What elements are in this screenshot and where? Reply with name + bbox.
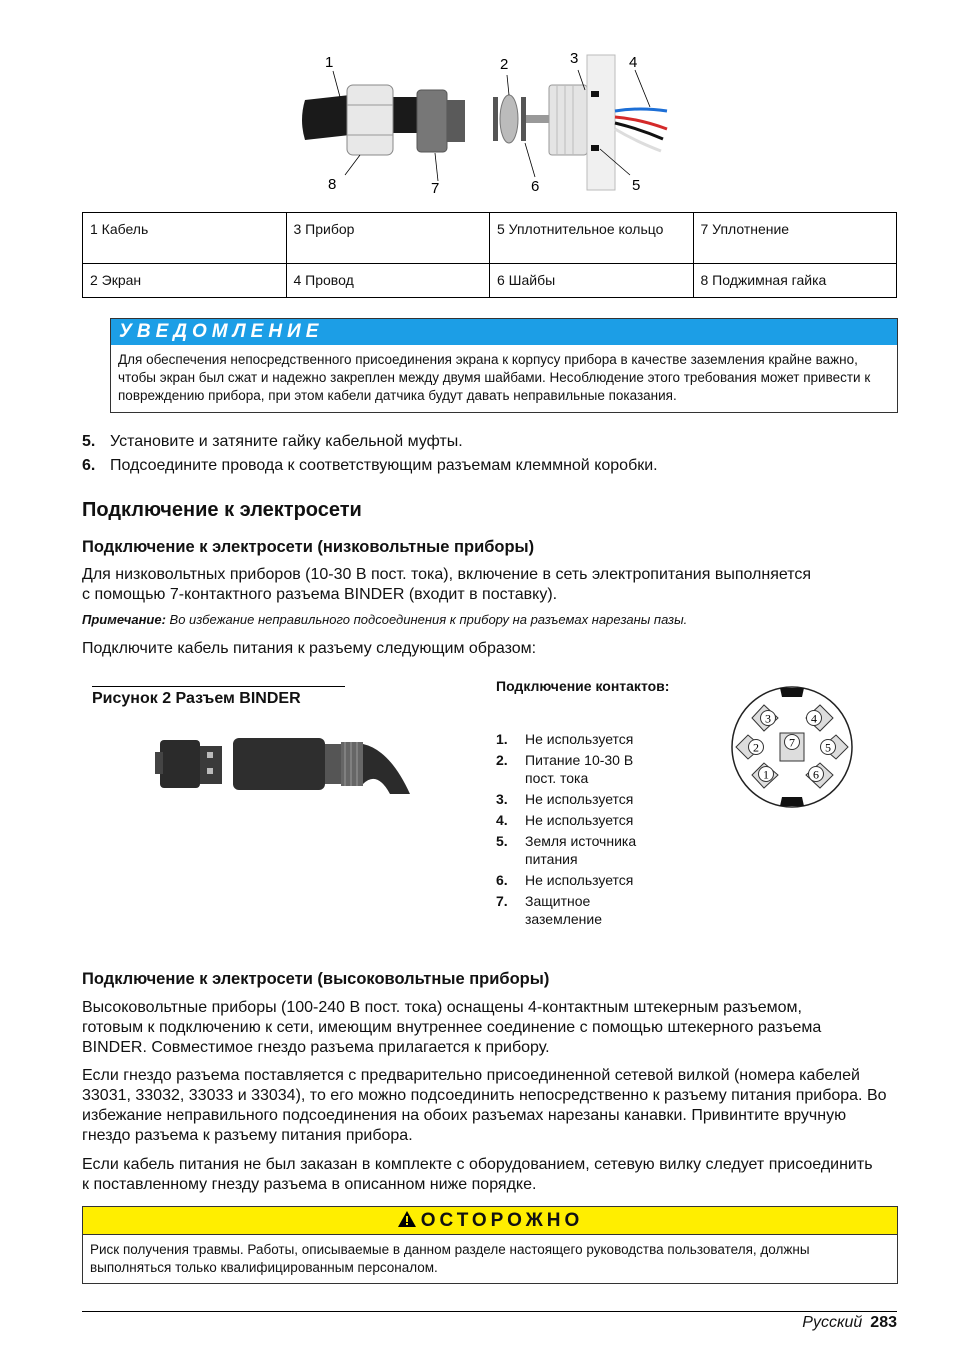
callout-4: 4 <box>629 54 638 71</box>
callout-8: 8 <box>328 176 337 193</box>
pin-text: Не используется <box>525 791 634 807</box>
pin-text: Защитное заземление <box>525 893 603 927</box>
list-item <box>496 892 666 928</box>
list-item <box>496 751 666 787</box>
gland-body <box>549 85 587 155</box>
note-label: Примечание: <box>82 612 166 627</box>
table-cell: 4 Провод <box>286 264 490 298</box>
footer-language: Русский <box>802 1314 863 1331</box>
table-cell: 6 Шайбы <box>490 264 694 298</box>
figure-caption: Рисунок 2 Разъем BINDER <box>92 686 345 708</box>
callout-5: 5 <box>632 177 641 194</box>
instrument-wall <box>587 55 615 190</box>
step-text: Подсоедините провода к соответствующим разъемам клеммной коробки. <box>110 457 658 474</box>
callout-1: 1 <box>325 54 334 71</box>
pin-3-label: 3 <box>765 711 771 726</box>
caution-text: Риск получения травмы. Работы, описываемые в данном разделе настоящего руководства пользователя, должны выполняться только квалифицированным персоналом. <box>90 1242 810 1275</box>
low-voltage-paragraph: Для низковольтных приборов (10-30 В пост. тока), включение в сеть электропитания выполняется с помощью 7-контактного разъема BINDER (входит в поставку). <box>82 566 812 603</box>
callout-7: 7 <box>431 180 440 197</box>
table-cell: 3 Прибор <box>286 213 490 264</box>
caution-header <box>83 1207 897 1235</box>
pin-1-label: 1 <box>763 767 769 782</box>
instruction-text: Подключите кабель питания к разъему следующим образом: <box>82 640 537 657</box>
high-voltage-paragraph-1: Высоковольтные приборы (100-240 В пост. тока) оснащены 4-контактным штекерным разъемом, готовым к подключению к сети, имеющим внутреннее соединение с помощью штекерного разъема BINDER. Совместимое гнездо разъема прилагается к прибору. <box>82 999 822 1056</box>
table-row <box>83 264 897 298</box>
note-text: Во избежание неправильного подсоединения к прибору на разъемах нарезаны пазы. <box>165 612 688 627</box>
pin-text: Не используется <box>525 872 634 888</box>
low-voltage-title: Подключение к электросети (низковольтные приборы) <box>82 538 535 556</box>
compression-nut <box>347 85 393 155</box>
table-row <box>83 213 897 264</box>
callout-3: 3 <box>570 50 579 67</box>
table-cell: 5 Уплотнительное кольцо <box>490 213 694 264</box>
footer-divider <box>82 1311 897 1312</box>
pin-number: 6. <box>496 872 508 888</box>
pin-4-label: 4 <box>811 711 817 726</box>
cable-gland-diagram <box>295 45 685 200</box>
pin-number: 4. <box>496 812 508 828</box>
pin-layout-diagram <box>730 685 855 810</box>
list-item <box>496 730 666 748</box>
notice-box <box>110 318 898 413</box>
caution-box <box>82 1206 898 1284</box>
high-voltage-paragraph-3: Если кабель питания не был заказан в комплекте с оборудованием, сетевую вилку следует присоединить к поставленному гнезду разъема в описанном ниже порядке. <box>82 1156 873 1193</box>
pin-5-label: 5 <box>825 740 831 755</box>
callout-6: 6 <box>531 178 540 195</box>
section-title: Подключение к электросети <box>82 499 362 521</box>
parts-legend-table <box>82 212 897 298</box>
list-item <box>496 790 666 808</box>
step-6 <box>82 457 658 475</box>
pin-number: 1. <box>496 731 508 747</box>
wire <box>615 109 667 111</box>
pin-text: Не используется <box>525 731 634 747</box>
washer <box>493 97 498 141</box>
notice-text: Для обеспечения непосредственного присоединения экрана к корпусу прибора в качестве заземления крайне важно, чтобы экран был сжат и надежно закреплен между двумя шайбами. Несоблюдение этого требования может привести к повреждению прибора, при этом кабели датчика будут давать неправильные показания. <box>118 352 871 403</box>
washer <box>521 97 526 141</box>
step-number: 6. <box>82 457 96 474</box>
list-item <box>496 811 666 829</box>
callout-2: 2 <box>500 56 509 73</box>
notice-title: УВЕДОМЛЕНИЕ <box>111 319 897 345</box>
note <box>82 612 687 627</box>
pin-number: 2. <box>496 752 508 768</box>
table-cell: 2 Экран <box>83 264 287 298</box>
pin-7-label: 7 <box>789 735 795 750</box>
pin-6-label: 6 <box>813 767 819 782</box>
pin-list <box>496 730 666 931</box>
page-footer <box>802 1314 897 1332</box>
page-number: 283 <box>870 1314 897 1331</box>
table-cell: 7 Уплотнение <box>693 213 897 264</box>
step-text: Установите и затяните гайку кабельной муфты. <box>110 433 463 450</box>
shield <box>500 95 518 143</box>
caution-title: ОСТОРОЖНО <box>420 1210 584 1231</box>
pin-2-label: 2 <box>753 740 759 755</box>
pin-number: 5. <box>496 833 508 849</box>
step-5 <box>82 433 463 451</box>
high-voltage-paragraph-2: Если гнездо разъема поставляется с предварительно присоединенной сетевой вилкой (номера кабелей 33031, 33032, 33033 и 33034), то его можно подсоединить непосредственно к разъему питания прибора. Во избежание неправильного подсоединения на обоих разъемах нарезаны канавки. Привинтите вручную гнездо разъема к разъему питания прибора. <box>82 1067 887 1144</box>
list-item <box>496 832 666 868</box>
pins-title: Подключение контактов: <box>496 678 670 694</box>
pin-text: Питание 10-30 В пост. тока <box>525 752 634 786</box>
table-cell: 1 Кабель <box>83 213 287 264</box>
high-voltage-title: Подключение к электросети (высоковольтные приборы) <box>82 970 550 988</box>
seal <box>417 90 447 152</box>
binder-connector-image <box>155 730 415 800</box>
list-item <box>496 871 666 889</box>
pin-number: 7. <box>496 893 508 909</box>
pin-number: 3. <box>496 791 508 807</box>
pin-text: Земля источника питания <box>525 833 637 867</box>
warning-triangle-icon <box>397 1210 417 1228</box>
table-cell: 8 Поджимная гайка <box>693 264 897 298</box>
pin-text: Не используется <box>525 812 634 828</box>
cable <box>302 95 350 140</box>
step-number: 5. <box>82 433 96 450</box>
